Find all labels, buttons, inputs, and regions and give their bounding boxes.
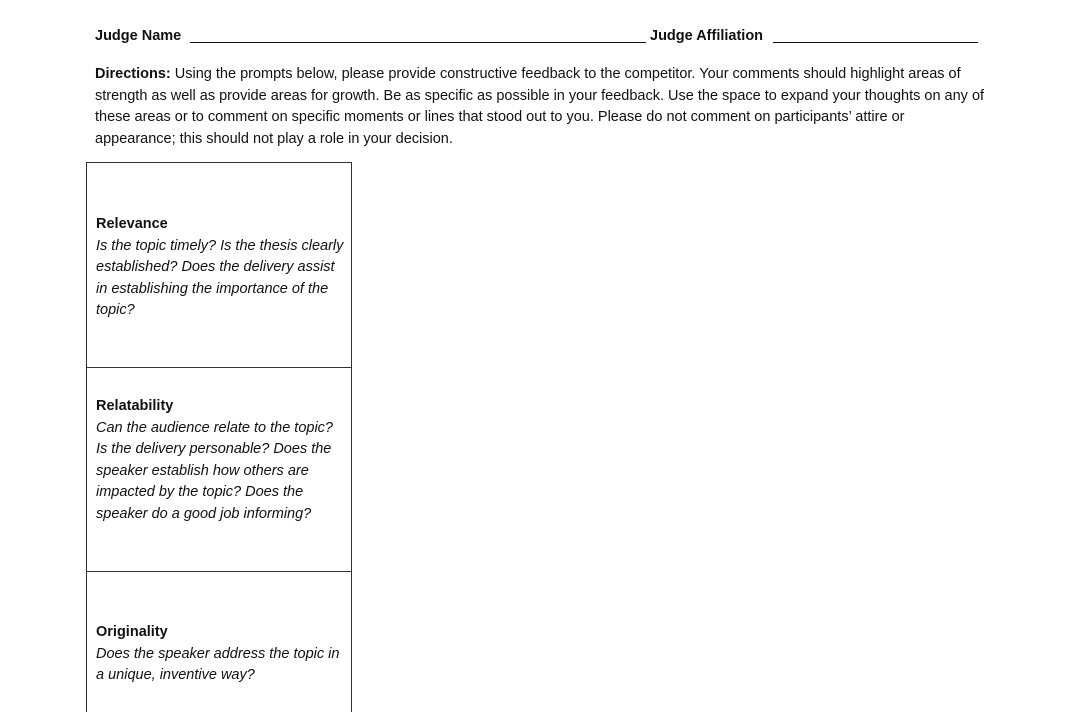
criterion-title: Relatability: [96, 398, 174, 414]
criterion-title: Originality: [96, 624, 168, 640]
criterion-cell-relatability: [87, 368, 351, 572]
criterion-title: Relevance: [96, 216, 168, 232]
judge-name-label: Judge Name: [95, 28, 182, 44]
directions-text: Using the prompts below, please provide constructive feedback to the competitor. Your comments should highlight areas of strength as well as provide areas for growth. Be as specific as possible in your feedback. Use the space to expand your thoughts on any of these areas or to comment on specific moments or lines that stood out to you. Please do not comment on participants’ attire or appearance; this should not play a role in your decision.: [95, 66, 985, 147]
judge-header: [95, 28, 980, 48]
criterion-prompt: Is the topic timely? Is the thesis clearly established? Does the delivery assist in establishing the importance of the topic?: [96, 237, 344, 318]
rubric-table: [86, 162, 352, 712]
criterion-cell-originality: [87, 572, 351, 712]
directions-label: Directions:: [95, 66, 171, 82]
criterion-prompt: Does the speaker address the topic in a unique, inventive way?: [96, 645, 340, 683]
judge-affiliation-field[interactable]: [773, 42, 978, 43]
criterion-cell-relevance: [87, 163, 351, 368]
directions-paragraph: [95, 64, 985, 150]
judge-name-field[interactable]: [190, 42, 646, 43]
judge-affiliation-label: Judge Affiliation: [650, 28, 764, 44]
criterion-prompt: Can the audience relate to the topic? Is the delivery personable? Does the speaker establish how others are impacted by the topic? Does the speaker do a good job informing?: [96, 419, 333, 522]
